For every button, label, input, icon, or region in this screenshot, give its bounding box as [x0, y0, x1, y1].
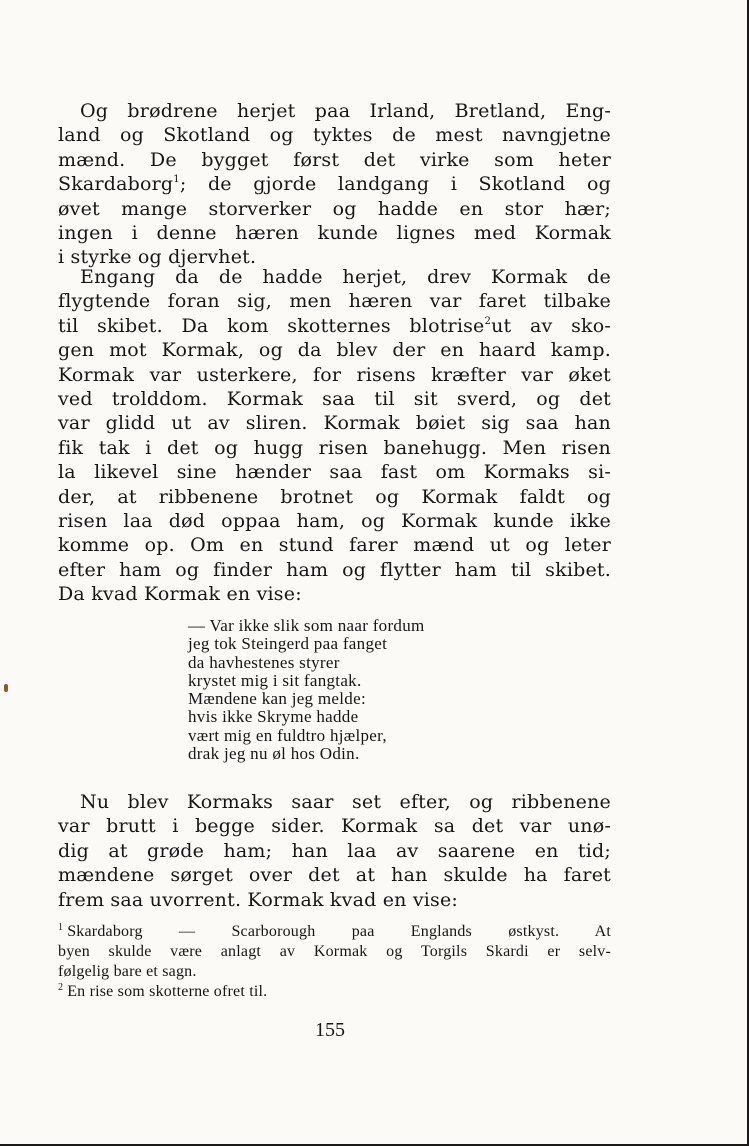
footnote-1-mark: 1	[58, 922, 64, 933]
verse-line: krystet mig i sit fangtak.	[188, 670, 362, 690]
text-line: gen mot Kormak, og da blev der en haard kamp.	[58, 339, 611, 362]
footnote-ref-2: 2	[484, 315, 492, 327]
verse-line: da havhestenes styrer	[188, 652, 340, 672]
text-line: Nu blev Kormaks saar set efter, og ribbenene	[80, 791, 611, 813]
paragraph-1	[58, 99, 611, 270]
text-fragment: Skardaborg	[58, 173, 174, 196]
text-line: land og Skotland og tyktes de mest navngjetne	[58, 124, 611, 147]
text-line: komme op. Om en stund farer mænd ut og leter	[58, 534, 611, 557]
footnote-ref-1: 1	[173, 174, 180, 186]
text-line: der, at ribbenene brotnet og Kormak faldt og	[58, 485, 611, 508]
text-line-with-footnote	[58, 314, 611, 338]
text-line: dig at grøde ham; han laa av saarene en tid;	[58, 839, 611, 862]
text-line: frem saa uvorrent. Kormak kvad en vise:	[58, 888, 459, 911]
footnote-1-line	[58, 922, 611, 942]
footnote-2-line	[58, 982, 611, 1002]
text-line-with-footnote	[58, 172, 611, 196]
text-line: ingen i denne hæren kunde lignes med Kormak	[58, 222, 611, 245]
text-line: flygtende foran sig, men hæren var faret tilbake	[58, 290, 611, 313]
verse-line: jeg tok Steingerd paa fanget	[188, 634, 388, 654]
verse-line: hvis ikke Skryme hadde	[188, 707, 359, 727]
text-line: Kormak var usterkere, for risens kræfter var øket	[58, 363, 611, 386]
text-fragment: ; de gjorde landgang i Skotland og	[179, 173, 611, 196]
ink-speck	[4, 684, 8, 692]
paragraph-2	[58, 265, 611, 607]
verse-line: — Var ikke slik som naar fordum	[188, 616, 425, 635]
text-line: mænd. De bygget først det virke som heter	[58, 148, 611, 171]
paragraph-3	[58, 790, 611, 912]
text-fragment: ut av sko-	[491, 314, 611, 337]
page-number: 155	[315, 1019, 345, 1041]
text-line: var brutt i begge sider. Kormak sa det var unø-	[58, 815, 611, 838]
text-line: i styrke og djervhet.	[58, 246, 257, 269]
verse-line: Mændene kan jeg melde:	[188, 689, 366, 709]
verse-line: vært mig en fuldtro hjælper,	[188, 725, 387, 745]
verse-line: drak jeg nu øl hos Odin.	[188, 744, 360, 764]
text-line: risen laa død oppaa ham, og Kormak kunde ikke	[58, 510, 611, 533]
footnote-2-mark: 2	[58, 982, 64, 993]
text-line: øvet mange storverker og hadde en stor hær;	[58, 197, 611, 220]
text-line: Engang da de hadde herjet, drev Kormak de	[80, 266, 611, 288]
footnote-1-line: følgelig bare et sagn.	[58, 963, 197, 980]
text-line: efter ham og finder ham og flytter ham til skibet.	[58, 558, 611, 581]
footnotes	[58, 922, 611, 1002]
footnote-2-text: En rise som skotterne ofret til.	[67, 983, 268, 1000]
text-line: fik tak i det og hugg risen banehugg. Men risen	[58, 436, 611, 459]
text-line: mændene sørget over det at han skulde ha faret	[58, 864, 611, 887]
verse	[188, 617, 425, 763]
text-line: Og brødrene herjet paa Irland, Bretland, Eng-	[80, 100, 611, 122]
text-line: var glidd ut av sliren. Kormak bøiet sig saa han	[58, 412, 611, 435]
footnote-1-text: Skardaborg — Scarborough paa Englands østkyst. At	[67, 923, 611, 940]
text-line: ved trolddom. Kormak saa til sit sverd, og det	[58, 388, 611, 411]
text-fragment: til skibet. Da kom skotternes blotrise	[58, 314, 485, 337]
footnote-1-line: byen skulde være anlagt av Kormak og Torgils Skardi er selv-	[58, 943, 611, 960]
text-line: Da kvad Kormak en vise:	[58, 583, 302, 606]
text-line: la likevel sine hænder saa fast om Kormaks si-	[58, 461, 611, 484]
